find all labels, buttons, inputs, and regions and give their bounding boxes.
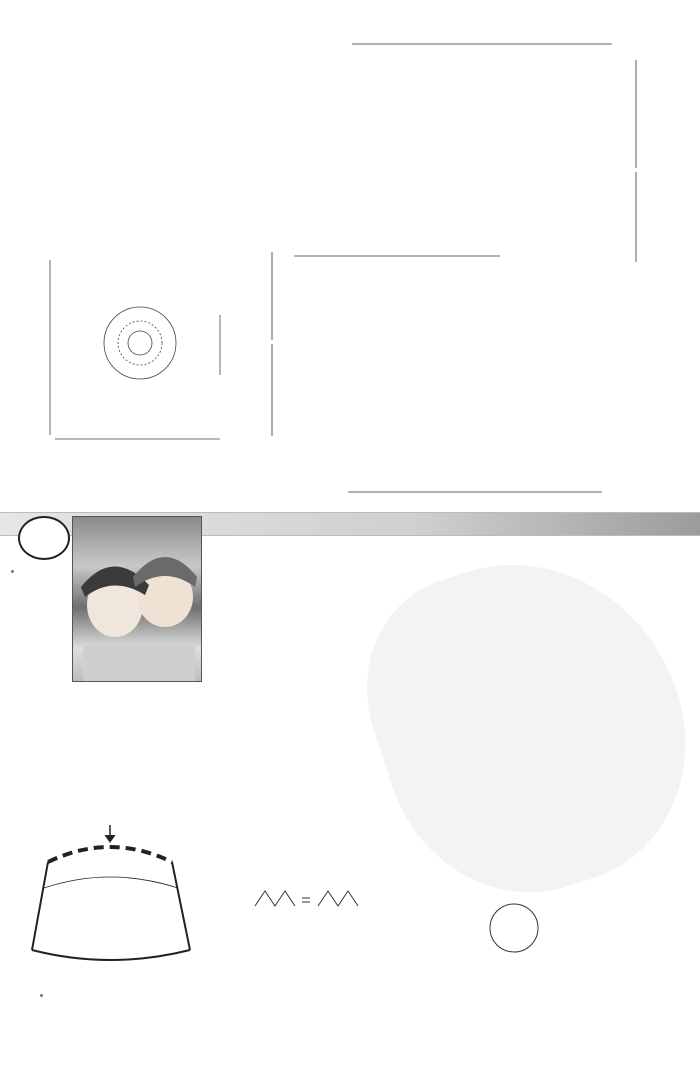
stitch-symbol-a [255, 891, 295, 906]
stitch-symbol [250, 886, 370, 916]
hat-side-right [172, 862, 190, 950]
hat-diagram [10, 820, 210, 980]
gauge-row [210, 628, 282, 642]
hat-mid-arc [44, 877, 178, 888]
motif-ring-2 [104, 307, 176, 379]
project-number [18, 516, 70, 560]
pattern-chart [410, 690, 670, 960]
photo-illustration [73, 517, 202, 682]
project-photo [72, 516, 202, 682]
motif-ring-center [128, 331, 152, 355]
shoulders [83, 645, 195, 682]
hat-top-arc [48, 847, 172, 862]
material-row [210, 552, 282, 566]
motif-diagram [40, 255, 240, 455]
hat-bottom-arc [32, 950, 190, 960]
scan-dot-1 [11, 570, 14, 573]
tool-row [210, 590, 282, 604]
pattern-center-ring [490, 904, 538, 952]
stitch-symbol-b [318, 891, 358, 906]
motif-ring-1 [118, 321, 162, 365]
hat-arrow-head [105, 835, 115, 842]
scan-dot-2 [40, 994, 43, 997]
hat-side-left [32, 862, 48, 950]
size-row [210, 609, 282, 623]
